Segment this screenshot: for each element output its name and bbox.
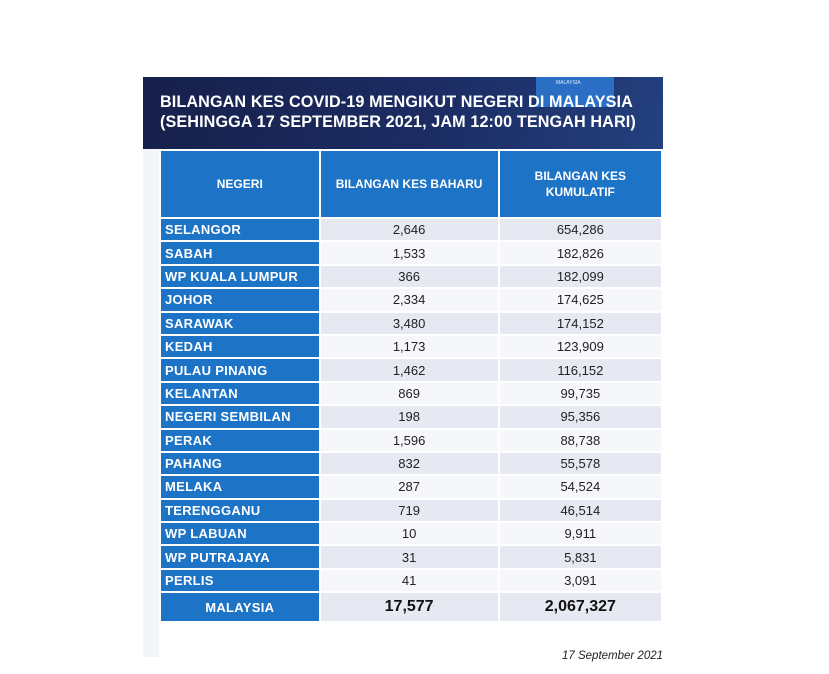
table-row [161,430,661,451]
new-cases-cell: 31 [321,546,498,567]
cumulative-cell: 174,152 [500,313,661,334]
table-row [161,476,661,497]
table-row [161,406,661,427]
cumulative-cell: 182,826 [500,242,661,263]
new-cases-cell: 832 [321,453,498,474]
cumulative-cell: 182,099 [500,266,661,287]
new-cases-cell: 2,334 [321,289,498,310]
new-cases-cell: 1,596 [321,430,498,451]
total-row [161,593,661,621]
header-cumulative-line2: KUMULATIF [545,185,615,199]
header-negeri: NEGERI [161,151,319,217]
cumulative-cell: 116,152 [500,359,661,380]
table-row [161,289,661,310]
total-new-cases: 17,577 [321,593,498,621]
new-cases-cell: 2,646 [321,219,498,240]
table-row [161,453,661,474]
state-cell: PAHANG [161,453,319,474]
table-row [161,313,661,334]
new-cases-cell: 198 [321,406,498,427]
footer-date: 17 September 2021 [562,650,664,662]
cases-table [159,149,663,623]
cumulative-cell: 174,625 [500,289,661,310]
state-cell: SABAH [161,242,319,263]
table-row [161,523,661,544]
table-row [161,500,661,521]
state-cell: WP LABUAN [161,523,319,544]
cumulative-cell: 99,735 [500,383,661,404]
cumulative-cell: 88,738 [500,430,661,451]
table-header-row [161,151,661,217]
new-cases-cell: 1,533 [321,242,498,263]
state-cell: SELANGOR [161,219,319,240]
new-cases-cell: 366 [321,266,498,287]
table-row [161,336,661,357]
covid-table-card [143,77,663,657]
new-cases-cell: 287 [321,476,498,497]
state-cell: SARAWAK [161,313,319,334]
table-row [161,546,661,567]
cumulative-cell: 9,911 [500,523,661,544]
cumulative-cell: 55,578 [500,453,661,474]
cumulative-cell: 46,514 [500,500,661,521]
table-row [161,383,661,404]
new-cases-cell: 1,173 [321,336,498,357]
table-row [161,570,661,591]
cumulative-cell: 654,286 [500,219,661,240]
header-new-cases: BILANGAN KES BAHARU [321,151,498,217]
cumulative-cell: 5,831 [500,546,661,567]
total-state: MALAYSIA [161,593,319,621]
new-cases-cell: 719 [321,500,498,521]
left-margin-strip [143,149,159,657]
cumulative-cell: 54,524 [500,476,661,497]
new-cases-cell: 869 [321,383,498,404]
state-cell: WP PUTRAJAYA [161,546,319,567]
table-row [161,266,661,287]
cumulative-cell: 123,909 [500,336,661,357]
state-cell: TERENGGANU [161,500,319,521]
table-row [161,359,661,380]
state-cell: JOHOR [161,289,319,310]
new-cases-cell: 3,480 [321,313,498,334]
new-cases-cell: 41 [321,570,498,591]
cumulative-cell: 95,356 [500,406,661,427]
header-cumulative [500,151,661,217]
title-banner [143,77,663,149]
state-cell: KEDAH [161,336,319,357]
new-cases-cell: 10 [321,523,498,544]
logo-text: MALAYSIA [556,80,581,86]
state-cell: PULAU PINANG [161,359,319,380]
state-cell: PERLIS [161,570,319,591]
table-row [161,242,661,263]
state-cell: PERAK [161,430,319,451]
total-cumulative: 2,067,327 [500,593,661,621]
table-row [161,219,661,240]
state-cell: NEGERI SEMBILAN [161,406,319,427]
state-cell: MELAKA [161,476,319,497]
new-cases-cell: 1,462 [321,359,498,380]
state-cell: KELANTAN [161,383,319,404]
header-cumulative-line1: BILANGAN KES [534,169,626,183]
cumulative-cell: 3,091 [500,570,661,591]
title-line-2: (SEHINGGA 17 SEPTEMBER 2021, JAM 12:00 TENGAH HARI) [160,113,636,131]
state-cell: WP KUALA LUMPUR [161,266,319,287]
title-line-1: BILANGAN KES COVID-19 MENGIKUT NEGERI DI MALAYSIA [160,93,633,111]
